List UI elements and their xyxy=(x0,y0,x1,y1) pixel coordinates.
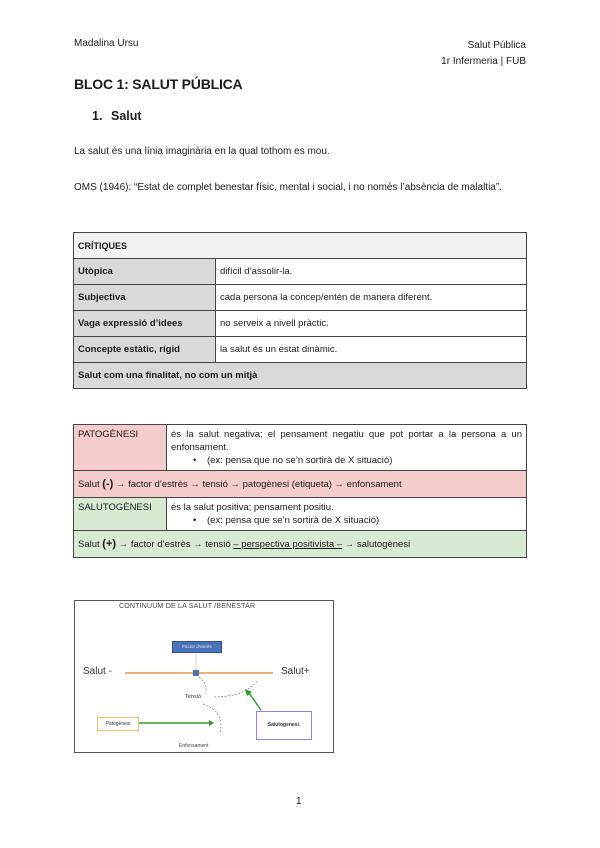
critiques-header: CRÍTIQUES xyxy=(74,233,527,259)
table-footer-row xyxy=(74,363,527,389)
salut-positive-label: Salut+ xyxy=(281,666,310,677)
patogenesi-row xyxy=(74,425,527,471)
salutogenesi-label: SALUTOGÈNESI xyxy=(74,498,167,531)
header-author: Madalina Ursu xyxy=(74,38,139,49)
flow-text: → factor d’estrès → tensió → patogènesi (etiqueta) → enfonsament xyxy=(113,478,402,490)
critique-value: la salut és un estat dinàmic. xyxy=(216,337,527,363)
flow-end: → salutogènesi xyxy=(342,538,411,550)
patogenesi-flow-row xyxy=(74,471,527,498)
patogenesi-text: és la salut negativa; el pensament negatiu que pot portar a la persona a un enfonsament. xyxy=(171,429,522,453)
salutogenesi-flow xyxy=(74,531,527,558)
paragraph-definition: La salut és una línia imaginària en la qual tothom es mou. xyxy=(74,146,330,157)
table-row xyxy=(74,259,527,285)
critiques-footer: Salut com una finalitat, no com un mitjà xyxy=(74,363,527,389)
flow-text: → factor d’estrès → tensió xyxy=(116,538,234,550)
header-course: 1r Infermeria | FUB xyxy=(441,56,526,67)
flow-underlined: – perspectiva positivista – xyxy=(233,538,343,550)
section-heading xyxy=(92,109,142,123)
table-row xyxy=(74,311,527,337)
positive-symbol: (+) xyxy=(102,537,117,550)
salutogenesi-example: • (ex: pensa que se’n sortirà de X situació) xyxy=(171,514,522,527)
table-row xyxy=(74,337,527,363)
factor-estres-box: Factor d'estrès xyxy=(172,641,222,653)
critique-value: no serveix a nivell pràctic. xyxy=(216,311,527,337)
continuum-diagram xyxy=(74,600,334,753)
page-title: BLOC 1: SALUT PÚBLICA xyxy=(74,76,243,92)
salutogenesi-row xyxy=(74,498,527,531)
section-title: Salut xyxy=(111,109,142,123)
paragraph-oms: OMS (1946): “Estat de complet benestar físic, mental i social, i no només l’absència de malaltia”. xyxy=(74,182,502,193)
tensio-label: Tensió xyxy=(185,694,201,700)
critique-value: difícil d’assolir-la. xyxy=(216,259,527,285)
salutogenesi-flow-row xyxy=(74,531,527,558)
salutogenesi-description xyxy=(167,498,527,531)
negative-symbol: (-) xyxy=(102,477,114,490)
table-row xyxy=(74,285,527,311)
critique-label: Utòpica xyxy=(74,259,216,285)
salutogenesi-box: Salutogenesi. xyxy=(256,711,312,740)
critiques-table xyxy=(73,232,527,389)
critique-value: cada persona la concep/entèn de manera diferent. xyxy=(216,285,527,311)
enfonsament-label: Enfonsament xyxy=(179,743,209,749)
flow-prefix: Salut xyxy=(78,478,103,490)
salut-negative-label: Salut - xyxy=(83,666,112,677)
critique-label: Concepte estàtic, rígid xyxy=(74,337,216,363)
patogenesi-box: Patogènesi xyxy=(97,717,139,731)
patogenesi-label: PATOGÈNESI xyxy=(74,425,167,471)
header-subject: Salut Pública xyxy=(467,40,526,51)
salutogenesi-arrow xyxy=(249,693,261,710)
diagram-title: CONTINUUM DE LA SALUT /BENESTAR xyxy=(119,603,256,610)
critique-label: Subjectiva xyxy=(74,285,216,311)
salutogenesi-text: és la salut positiva; pensament positiu. xyxy=(171,502,334,513)
patogenesi-flow xyxy=(74,471,527,498)
critique-label: Vaga expressió d’idees xyxy=(74,311,216,337)
table-header-row xyxy=(74,233,527,259)
genesis-table xyxy=(73,424,527,558)
patogenesi-description xyxy=(167,425,527,471)
flow-prefix: Salut xyxy=(78,538,103,550)
page-number: 1 xyxy=(296,796,302,807)
header-right xyxy=(441,38,526,70)
point-marker xyxy=(193,670,199,676)
patogenesi-example: • (ex: pensa que no se’n sortirà de X situació) xyxy=(171,454,522,467)
section-number: 1. xyxy=(92,109,103,123)
